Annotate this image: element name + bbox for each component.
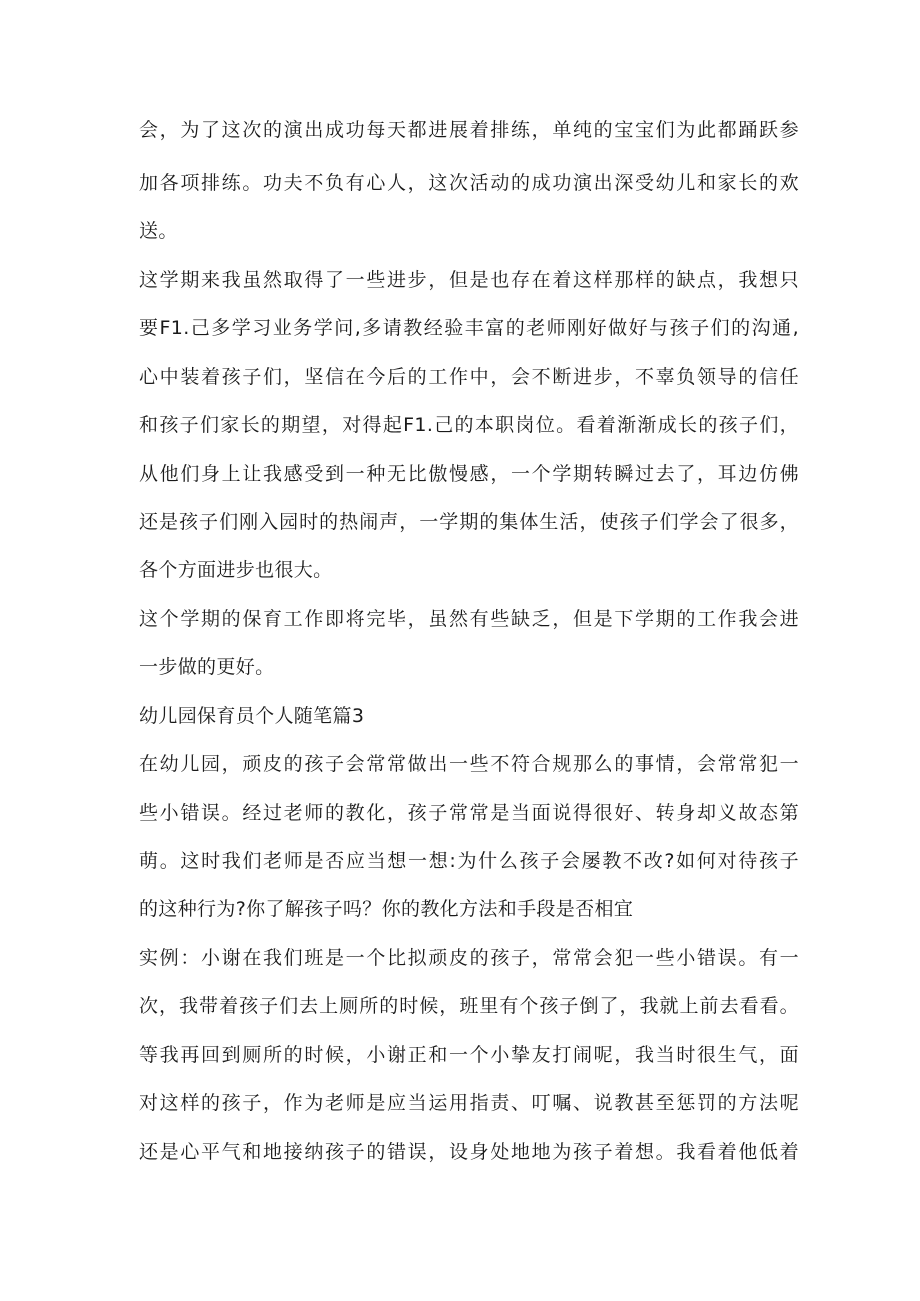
text-line: 些小错误。经过老师的教化，孩子常常是当面说得很好、转身却义故态第 — [139, 802, 799, 824]
text-line: 的这种行为?你了解孩子吗？你的教化方法和手段是否相宜 — [139, 898, 634, 920]
text-line: 在幼儿园，顽皮的孩子会常常做出一些不符合规那么的事情，会常常犯一 — [139, 753, 799, 775]
text-line: 从他们身上让我感受到一种无比傲慢感，一个学期转瞬过去了，耳边仿佛 — [139, 463, 799, 485]
text-line: 还是孩子们刚入园时的热闹声，一学期的集体生活，使孩子们学会了很多， — [139, 511, 799, 533]
text-line: 对这样的孩子，作为老师是应当运用指责、叮嘱、说教甚至惩罚的方法呢 — [139, 1092, 799, 1114]
text-line: 要F1.己多学习业务学问,多请教经验丰富的老师刚好做好与孩子们的沟通, — [139, 317, 799, 339]
text-line: 这个学期的保育工作即将完毕，虽然有些缺乏，但是下学期的工作我会进 — [139, 608, 799, 630]
text-line: 会，为了这次的演出成功每天都进展着排练，单纯的宝宝们为此都踊跃参 — [139, 119, 799, 141]
text-line: 这学期来我虽然取得了一些进步，但是也存在着这样那样的缺点，我想只 — [139, 269, 799, 291]
text-line: 送。 — [139, 220, 178, 242]
text-line: 和孩子们家长的期望，对得起F1.己的本职岗位。看着渐渐成长的孩子们， — [139, 414, 799, 436]
text-line: 次，我带着孩子们去上厕所的时候，班里有个孩子倒了，我就上前去看看。 — [139, 995, 799, 1017]
text-line: 等我再回到厕所的时候，小谢正和一个小挚友打闹呢，我当时很生气，面 — [139, 1044, 799, 1066]
section-heading: 幼儿园保育员个人随笔篇3 — [139, 705, 365, 727]
text-line: 实例：小谢在我们班是一个比拟顽皮的孩子，常常会犯一些小错误。有一 — [139, 947, 799, 969]
text-line: 各个方面进步也很大。 — [139, 559, 333, 581]
text-line: 加各项排练。功夫不负有心人，这次活动的成功演出深受幼儿和家长的欢 — [139, 172, 799, 194]
text-line: 心中装着孩子们，坚信在今后的工作中，会不断进步，不辜负领导的信任 — [139, 366, 799, 388]
text-line: 萌。这时我们老师是否应当想一想:为什么孩子会屡教不改?如何对待孩子 — [139, 850, 799, 872]
text-line: 还是心平气和地接纳孩子的错误，设身处地地为孩子着想。我看着他低着 — [139, 1141, 799, 1163]
text-line: 一步做的更好。 — [139, 656, 275, 678]
